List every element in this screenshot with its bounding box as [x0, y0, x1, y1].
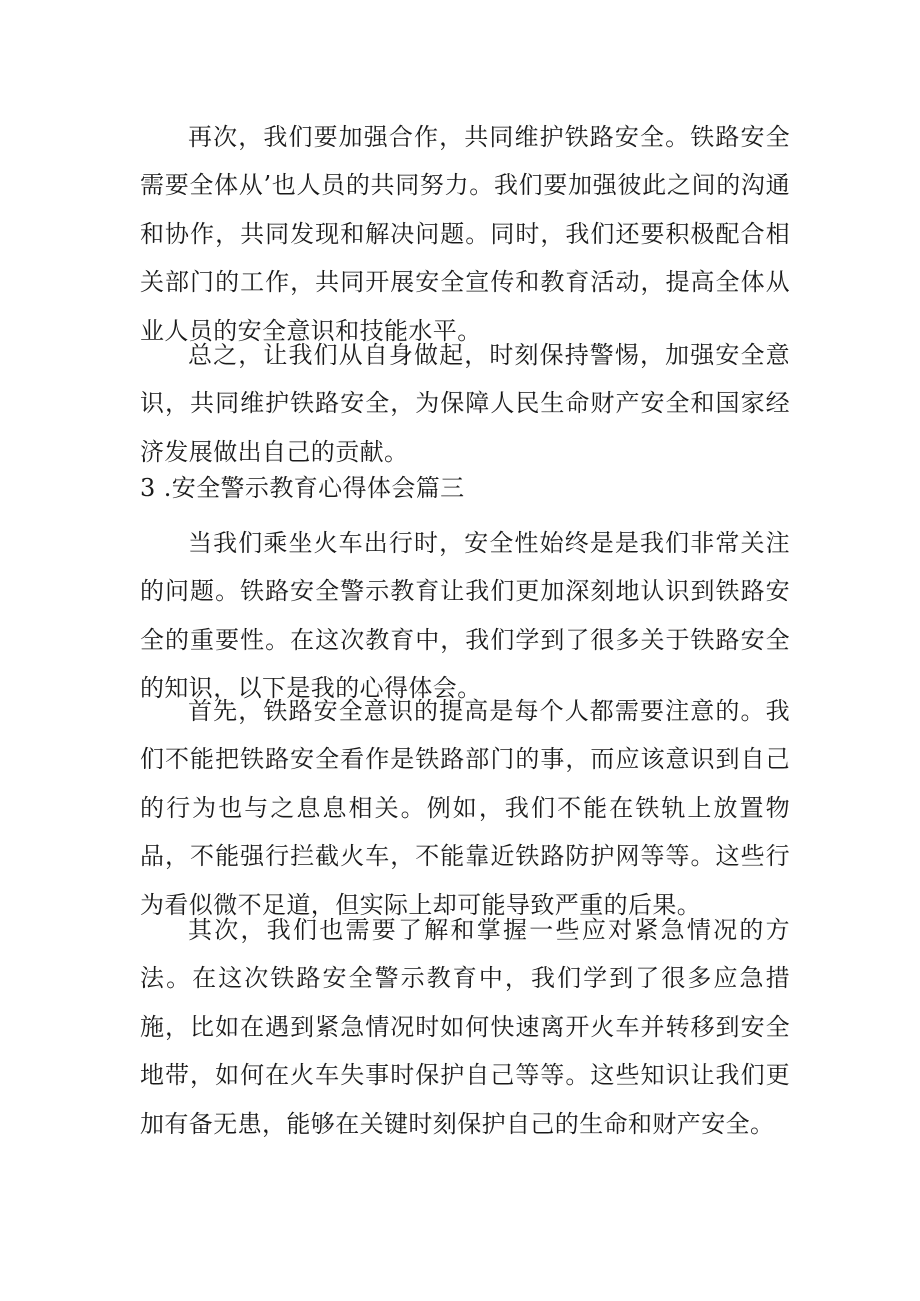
section-heading: 3 .安全警示教育心得体会篇三: [140, 474, 465, 502]
body-paragraph: 再次，我们要加强合作，共同维护铁路安全。铁路安全需要全体从’也人员的共同努力。我们要加强彼此之间的沟通和协作，共同发现和解决问题。同时，我们还要积极配合相关部门的工作，共同开展安全宣传和教育活动，提高全体从业人员的安全意识和技能水平。: [140, 123, 790, 345]
body-paragraph: 首先，铁路安全意识的提高是每个人都需要注意的。我们不能把铁路安全看作是铁路部门的事，而应该意识到自己的行为也与之息息相关。例如，我们不能在铁轨上放置物品，不能强行拦截火车，不能靠近铁路防护网等等。这些行为看似微不足道，但实际上却可能导致严重的后果。: [140, 697, 790, 919]
body-paragraph: 当我们乘坐火车出行时，安全性始终是是我们非常关注的问题。铁路安全警示教育让我们更加深刻地认识到铁路安全的重要性。在这次教育中，我们学到了很多关于铁路安全的知识，以下是我的心得体会。: [140, 529, 790, 703]
body-paragraph: 其次，我们也需要了解和掌握一些应对紧急情况的方法。在这次铁路安全警示教育中，我们学到了很多应急措施，比如在遇到紧急情况时如何快速离开火车并转移到安全地带，如何在火车失事时保护自己等等。这些知识让我们更加有备无患，能够在关键时刻保护自己的生命和财产安全。: [140, 916, 790, 1138]
body-paragraph: 总之，让我们从自身做起，时刻保持警惕，加强安全意识，共同维护铁路安全，为保障人民生命财产安全和国家经济发展做出自己的贡献。: [140, 341, 790, 466]
